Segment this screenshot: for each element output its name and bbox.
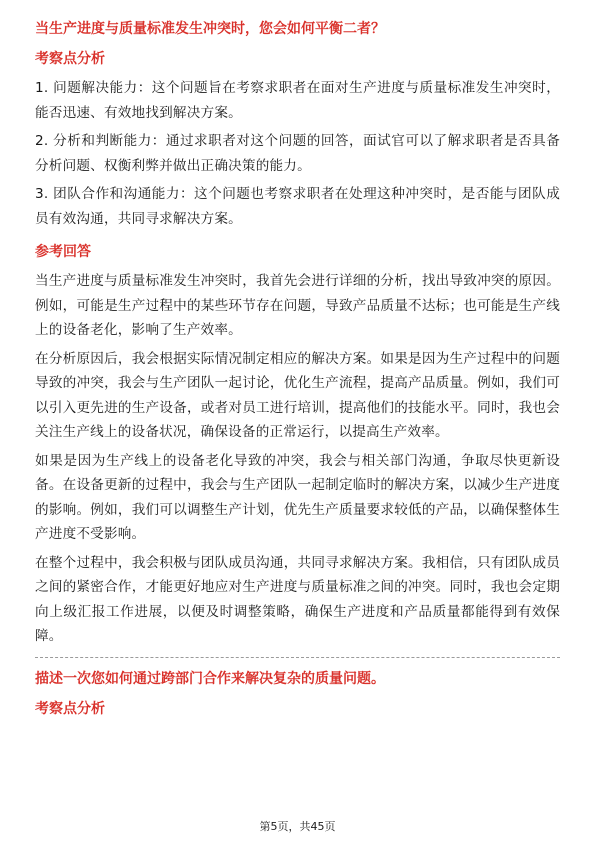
question-title: 当生产进度与质量标准发生冲突时，您会如何平衡二者？	[35, 21, 385, 37]
analysis-point-1: 1. 问题解决能力：这个问题旨在考察求职者在面对生产进度与质量标准发生冲突时，能否迅速、有效地找到解决方案。	[35, 80, 560, 121]
next-analysis-heading: 考察点分析	[35, 700, 105, 717]
page-footer: 第5页，共45页	[259, 820, 336, 833]
analysis-point-3: 3. 团队合作和沟通能力：这个问题也考察求职者在处理这种冲突时，是否能与团队成员有效沟通，共同寻求解决方案。	[35, 186, 560, 227]
answer-paragraph-4: 在整个过程中，我会积极与团队成员沟通，共同寻求解决方案。我相信，只有团队成员之间的紧密合作，才能更好地应对生产进度与质量标准之间的冲突。同时，我也会定期向上级汇报工作进展，以便及时调整策略，确保生产进度和产品质量都能得到有效保障。	[35, 554, 560, 644]
section-divider	[35, 657, 560, 658]
next-question-title: 描述一次您如何通过跨部门合作来解决复杂的质量问题。	[35, 670, 385, 687]
answer-paragraph-2: 在分析原因后，我会根据实际情况制定相应的解决方案。如果是因为生产过程中的问题导致的冲突，我会与生产团队一起讨论，优化生产流程，提高产品质量。例如，我们可以引入更先进的生产设备，或者对员工进行培训，提高他们的技能水平。同时，我也会关注生产线上的设备状况，确保设备的正常运行，以提高生产效率。	[35, 350, 560, 440]
analysis-heading: 考察点分析	[35, 51, 105, 67]
answer-paragraph-1: 当生产进度与质量标准发生冲突时，我首先会进行详细的分析，找出导致冲突的原因。例如，可能是生产过程中的某些环节存在问题，导致产品质量不达标；也可能是生产线上的设备老化，影响了生产效率。	[35, 273, 560, 338]
answer-paragraph-3: 如果是因为生产线上的设备老化导致的冲突，我会与相关部门沟通，争取尽快更新设备。在设备更新的过程中，我会与生产团队一起制定临时的解决方案，以减少生产进度的影响。例如，我们可以调整生产计划，优先生产质量要求较低的产品，以确保整体生产进度不受影响。	[35, 452, 560, 542]
analysis-point-2: 2. 分析和判断能力：通过求职者对这个问题的回答，面试官可以了解求职者是否具备分析问题、权衡利弊并做出正确决策的能力。	[35, 133, 560, 174]
page-content	[35, 18, 560, 726]
answer-heading: 参考回答	[35, 244, 91, 260]
